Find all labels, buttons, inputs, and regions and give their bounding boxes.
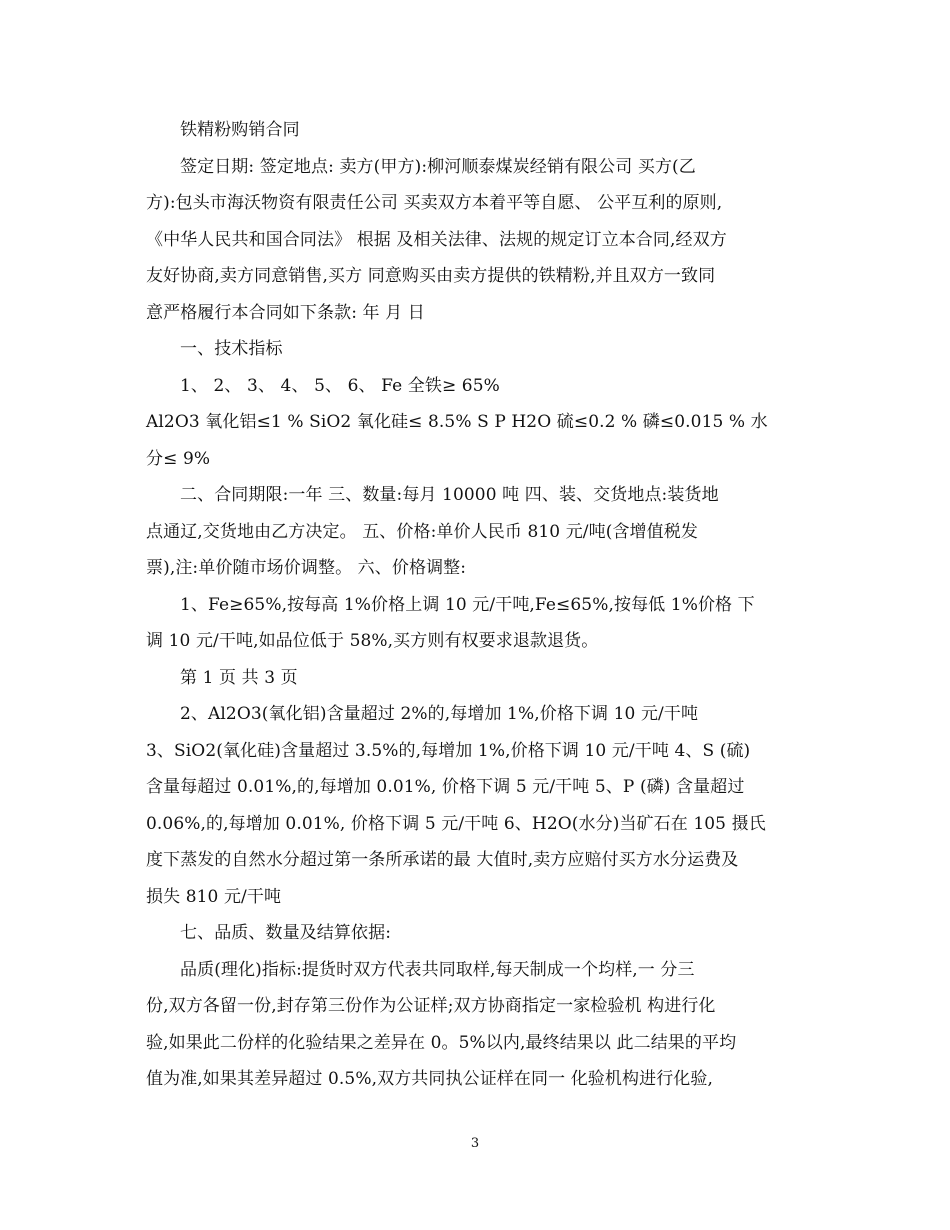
- text-line: 验,如果此二份样的化验结果之差异在 0。5%以内,最终结果以 此二结果的平均: [146, 1032, 737, 1053]
- text-line: 2、Al2O3(氧化铝)含量超过 2%的,每增加 1%,价格下调 10 元/干吨: [180, 704, 699, 724]
- text-line: 意严格履行本合同如下条款: 年 月 日: [146, 302, 425, 323]
- text-line: 铁精粉购销合同: [180, 120, 300, 140]
- text-line: 签定日期: 签定地点: 卖方(甲方):柳河顺泰煤炭经销有限公司 买方(乙: [180, 156, 696, 177]
- text-line: 点通辽,交货地由乙方决定。 五、价格:单价人民币 810 元/吨(含增值税发: [146, 521, 698, 542]
- text-line: 含量每超过 0.01%,的,每增加 0.01%, 价格下调 5 元/干吨 5、P (磷) 含量超过: [146, 777, 745, 797]
- text-line: 0.06%,的,每增加 0.01%, 价格下调 5 元/干吨 6、H2O(水分)当矿石在 105 摄氏: [146, 813, 766, 834]
- text-line: Al2O3 氧化铝≤1 % SiO2 氧化硅≤ 8.5% S P H2O 硫≤0.2 % 磷≤0.015 % 水: [146, 412, 768, 432]
- text-line: 分≤ 9%: [146, 448, 211, 469]
- text-line: 方):包头市海沃物资有限责任公司 买卖双方本着平等自愿、 公平互利的原则,: [146, 193, 723, 213]
- page-number: 3: [470, 1136, 480, 1151]
- text-line: 品质(理化)指标:提货时双方代表共同取样,每天制成一个均样,一 分三: [180, 959, 695, 980]
- text-line: 调 10 元/干吨,如品位低于 58%,买方则有权要求退款退货。: [146, 631, 599, 651]
- text-line: 度下蒸发的自然水分超过第一条所承诺的最 大值时,卖方应赔付买方水分运费及: [146, 850, 739, 870]
- text-line: 票),注:单价随市场价调整。 六、价格调整:: [146, 558, 467, 578]
- text-line: 二、合同期限:一年 三、数量:每月 10000 吨 四、装、交货地点:装货地: [180, 485, 719, 505]
- text-line: 份,双方各留一份,封存第三份作为公证样;双方协商指定一家检验机 构进行化: [146, 996, 716, 1016]
- text-line: 第 1 页 共 3 页: [180, 667, 298, 688]
- text-line: 1、 2、 3、 4、 5、 6、 Fe 全铁≥ 65%: [180, 375, 500, 396]
- text-line: 一、技术指标: [180, 339, 283, 359]
- text-line: 3、SiO2(氧化硅)含量超过 3.5%的,每增加 1%,价格下调 10 元/干吨 4、S (硫): [146, 740, 751, 761]
- document-body: [146, 112, 806, 1098]
- text-line: 值为准,如果其差异超过 0.5%,双方共同执公证样在同一 化验机构进行化验,: [146, 1069, 714, 1089]
- text-line: 七、品质、数量及结算依据:: [180, 923, 392, 943]
- text-line: 友好协商,卖方同意销售,买方 同意购买由卖方提供的铁精粉,并且双方一致同: [146, 266, 716, 286]
- text-line: 1、Fe≥65%,按每高 1%价格上调 10 元/干吨,Fe≤65%,按每低 1%价格 下: [180, 594, 755, 615]
- text-line: 《中华人民共和国合同法》 根据 及相关法律、法规的规定订立本合同,经双方: [146, 229, 727, 250]
- text-line: 损失 810 元/干吨: [146, 886, 282, 907]
